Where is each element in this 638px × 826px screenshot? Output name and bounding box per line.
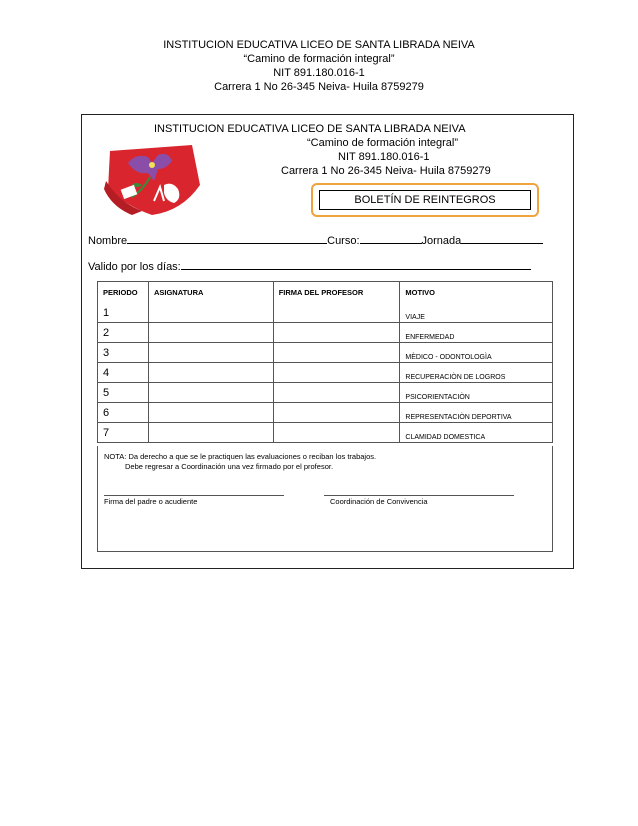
motivo-cell: REPRESENTACIÒN DEPORTIVA bbox=[405, 414, 512, 421]
form-header-address: Carrera 1 No 26-345 Neiva- Huila 8759279 bbox=[281, 165, 491, 177]
curso-label: Curso: bbox=[327, 235, 360, 247]
periodo-cell: 4 bbox=[103, 367, 110, 379]
school-crest-logo bbox=[102, 141, 206, 217]
motivo-cell: PSICORIENTACIÒN bbox=[405, 394, 470, 401]
col-header-motivo: MOTIVO bbox=[400, 282, 553, 304]
jornada-field[interactable] bbox=[461, 232, 543, 244]
form-header-nit: NIT 891.180.016-1 bbox=[338, 151, 430, 163]
firma-cell[interactable] bbox=[273, 383, 400, 403]
parent-signature-line[interactable] bbox=[104, 495, 284, 496]
table-header-row bbox=[98, 282, 553, 304]
student-info-line bbox=[88, 232, 543, 248]
table-row bbox=[98, 343, 553, 363]
table-row bbox=[98, 403, 553, 423]
periodo-cell: 3 bbox=[103, 347, 110, 359]
table-row bbox=[98, 383, 553, 403]
firma-cell[interactable] bbox=[273, 363, 400, 383]
coordination-signature-line[interactable] bbox=[324, 495, 514, 496]
nombre-field[interactable] bbox=[127, 232, 327, 244]
motivo-cell: RECUPERACIÒN DE LOGROS bbox=[405, 374, 506, 381]
col-header-periodo: PERIODO bbox=[98, 282, 149, 304]
periodo-cell: 1 bbox=[103, 307, 110, 319]
coordination-signature-label: Coordinación de Convivencia bbox=[330, 497, 428, 506]
valido-label: Valido por los días: bbox=[88, 261, 181, 273]
reintegro-form bbox=[81, 114, 574, 569]
periodo-cell: 2 bbox=[103, 327, 110, 339]
firma-cell[interactable] bbox=[273, 303, 400, 323]
asignatura-cell[interactable] bbox=[148, 343, 273, 363]
curso-field[interactable] bbox=[360, 232, 422, 244]
table-row bbox=[98, 363, 553, 383]
asignatura-cell[interactable] bbox=[148, 403, 273, 423]
asignatura-cell[interactable] bbox=[148, 383, 273, 403]
motivo-cell: CLAMIDAD DOMESTICA bbox=[405, 434, 486, 441]
nota-text-line2: Debe regresar a Coordinación una vez firmado por el profesor. bbox=[125, 462, 334, 471]
page-header-institution: INSTITUCION EDUCATIVA LICEO DE SANTA LIBRADA NEIVA bbox=[163, 39, 475, 51]
motivo-cell: ENFERMEDAD bbox=[405, 334, 455, 341]
asignatura-cell[interactable] bbox=[148, 423, 273, 443]
firma-cell[interactable] bbox=[273, 343, 400, 363]
valid-days-line bbox=[88, 258, 531, 274]
boletin-title-highlight bbox=[311, 183, 539, 217]
page-header-address: Carrera 1 No 26-345 Neiva- Huila 8759279 bbox=[214, 81, 424, 93]
jornada-label: Jornada bbox=[421, 235, 462, 247]
form-header-motto: “Camino de formación integral” bbox=[307, 137, 459, 149]
page-header-nit: NIT 891.180.016-1 bbox=[273, 67, 365, 79]
periodo-cell: 5 bbox=[103, 387, 110, 399]
asignatura-cell[interactable] bbox=[148, 363, 273, 383]
nota-text-line1: NOTA: Da derecho a que se le practiquen las evaluaciones o reciban los trabajos. bbox=[104, 452, 377, 461]
asignatura-cell[interactable] bbox=[148, 303, 273, 323]
nombre-label: Nombre bbox=[88, 235, 128, 247]
col-header-firma: FIRMA DEL PROFESOR bbox=[273, 282, 400, 304]
asignatura-cell[interactable] bbox=[148, 323, 273, 343]
motivo-cell: MÈDICO - ODONTOLOGÌA bbox=[405, 354, 492, 361]
parent-signature-label: Firma del padre o acudiente bbox=[104, 497, 198, 506]
firma-cell[interactable] bbox=[273, 323, 400, 343]
form-header-institution: INSTITUCION EDUCATIVA LICEO DE SANTA LIBRADA NEIVA bbox=[154, 123, 466, 135]
periodo-cell: 7 bbox=[103, 427, 110, 439]
col-header-asignatura: ASIGNATURA bbox=[148, 282, 273, 304]
boletin-title: BOLETÍN DE REINTEGROS bbox=[319, 190, 531, 210]
valido-field[interactable] bbox=[181, 258, 531, 270]
nota-section bbox=[97, 446, 553, 552]
table-row bbox=[98, 423, 553, 443]
firma-cell[interactable] bbox=[273, 403, 400, 423]
table-row bbox=[98, 323, 553, 343]
firma-cell[interactable] bbox=[273, 423, 400, 443]
page-header-motto: “Camino de formación integral” bbox=[243, 53, 395, 65]
periodo-cell: 6 bbox=[103, 407, 110, 419]
motivo-cell: VIAJE bbox=[405, 314, 425, 321]
table-row bbox=[98, 303, 553, 323]
periods-table bbox=[97, 281, 553, 443]
